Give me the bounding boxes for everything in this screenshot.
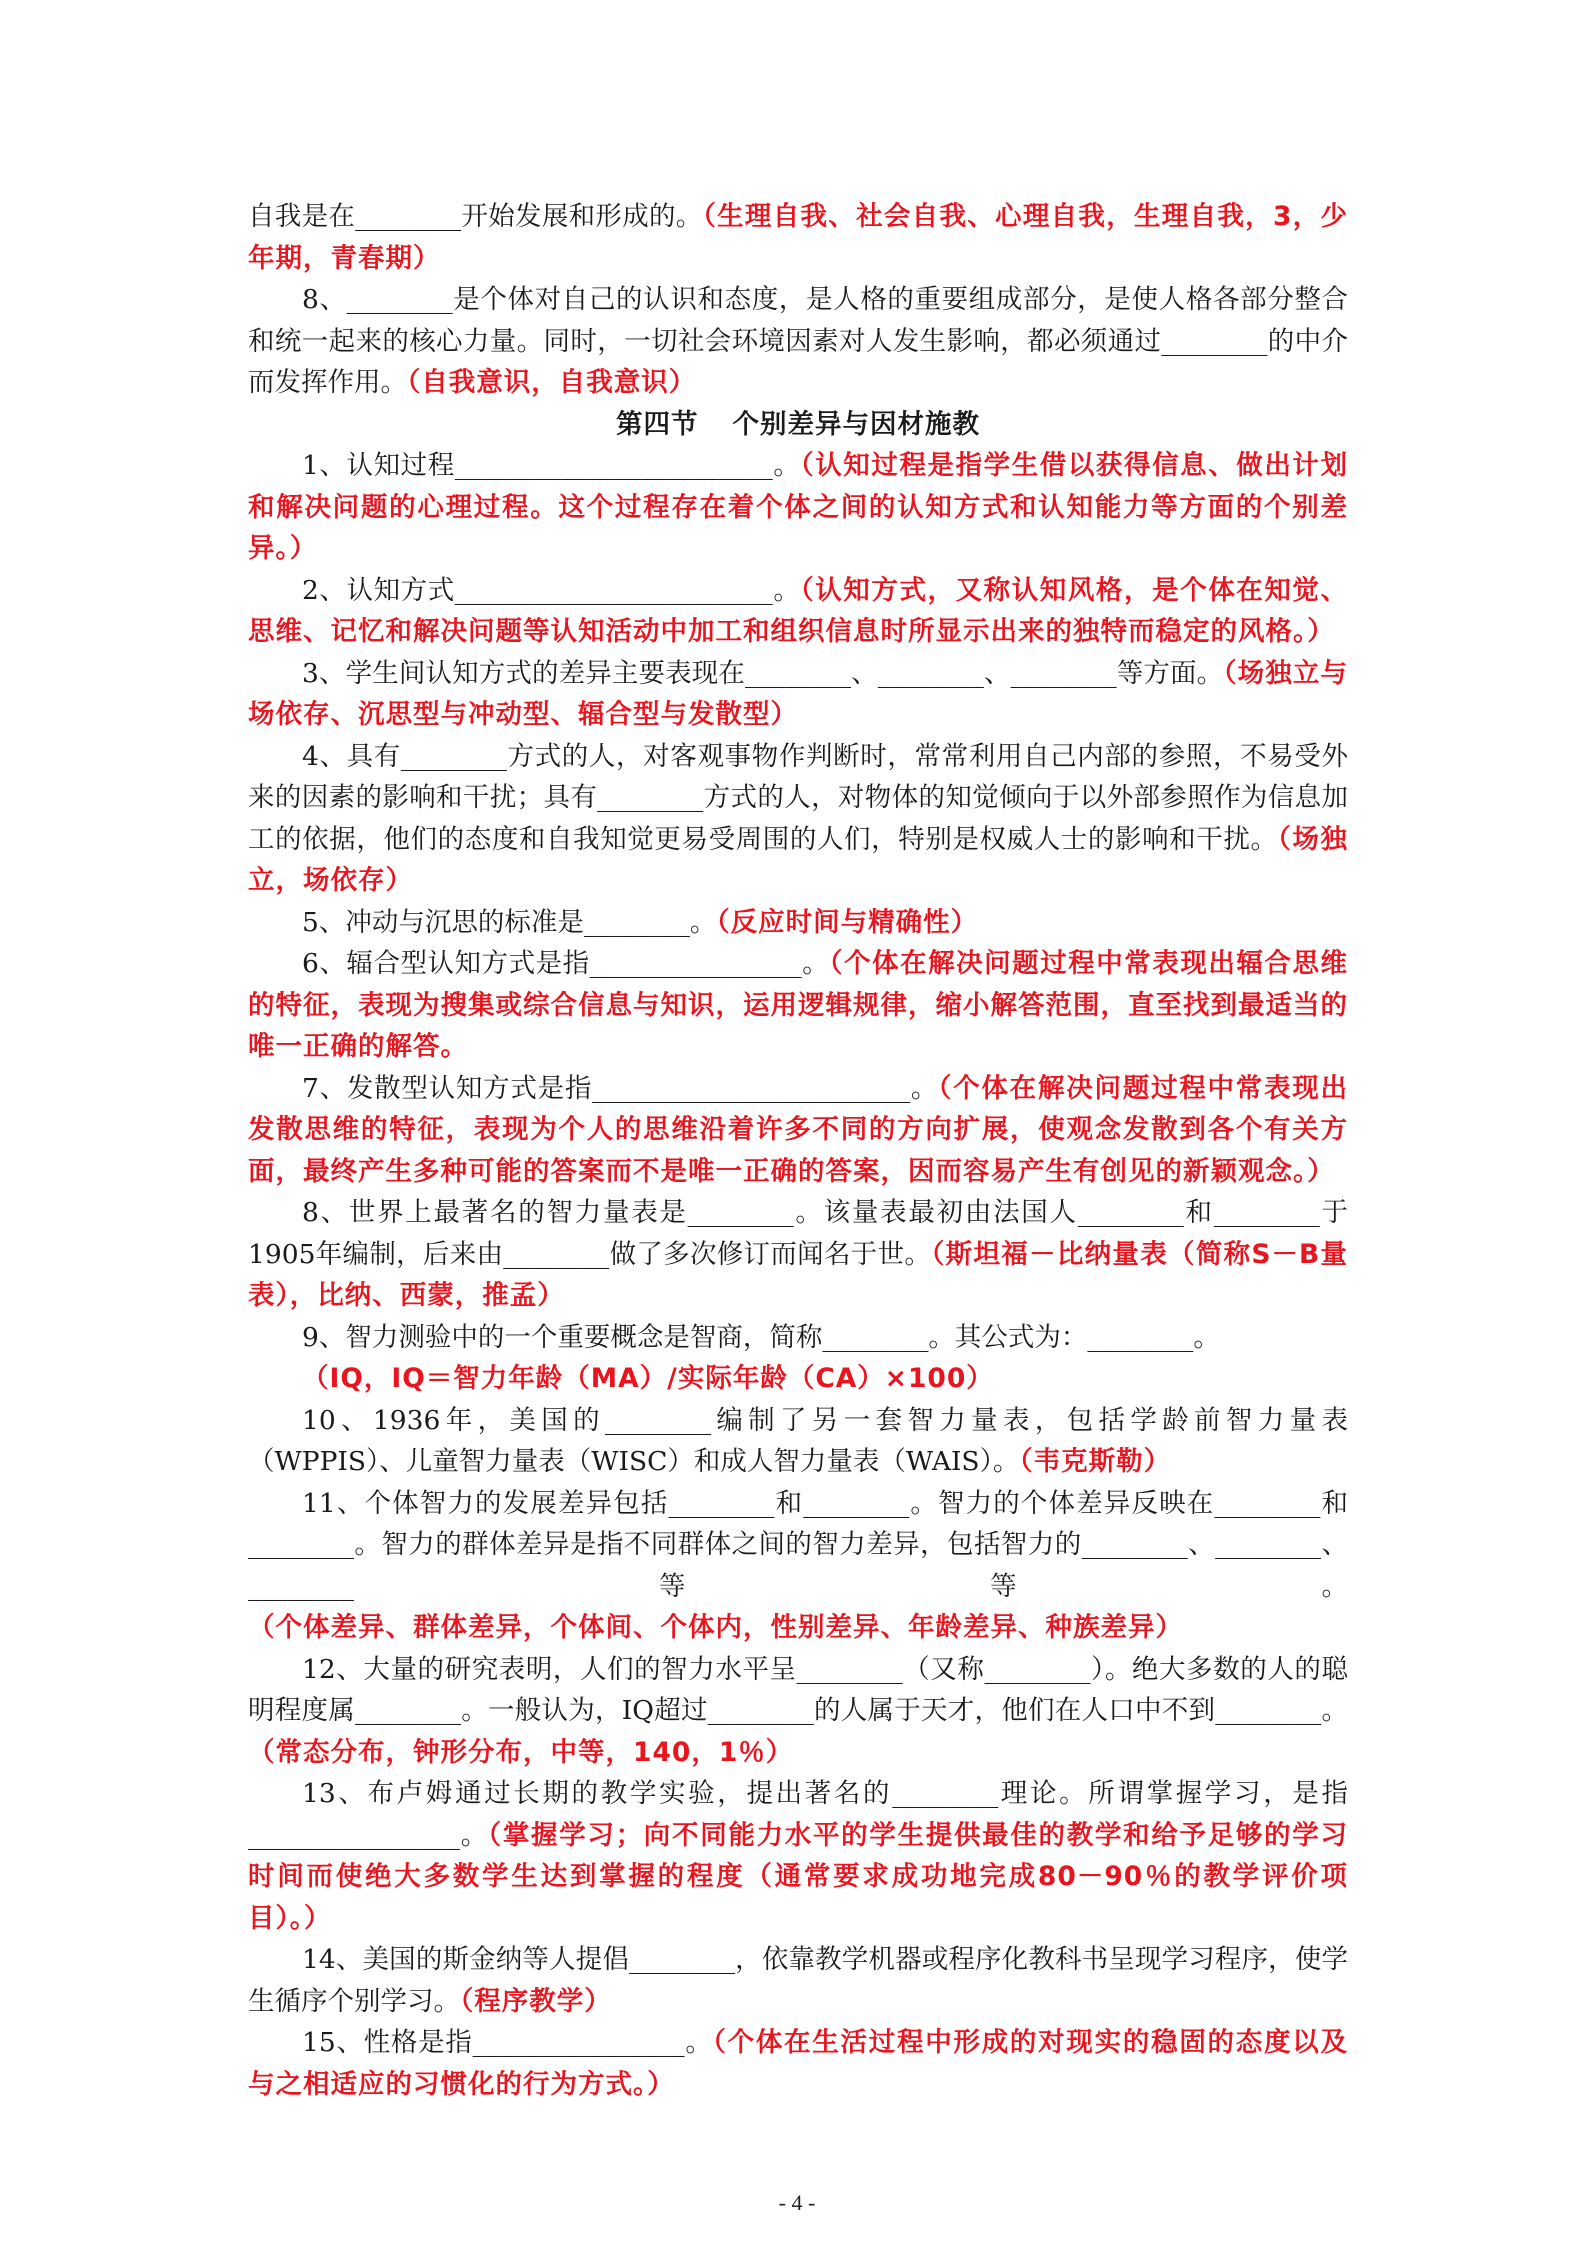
question-item [248, 943, 1348, 1068]
answer-text: （程序教学） [460, 1985, 612, 2017]
question-text: 8、世界上最著名的智力量表是________。该量表最初由法国人________和________于1905年编制，后来由________做了多次修订而闻名于世。 [248, 1197, 1348, 1270]
page-number: - 4 - [778, 2190, 816, 2215]
answer-text: （个体在生活过程中形成的对现实的稳固的态度以及与之相适应的习惯化的行为方式。） [248, 2027, 1348, 2100]
question-item [248, 1192, 1348, 1317]
answer-text: （个体在解决问题过程中常表现出辐合思维的特征，表现为搜集或综合信息与知识，运用逻辑规律，缩小解答范围，直至找到最适当的唯一正确的解答。 [248, 948, 1348, 1062]
question-item [248, 2022, 1348, 2105]
answer-line [248, 1358, 1348, 1400]
question-item [248, 279, 1348, 404]
section-heading [248, 404, 1348, 446]
question-item [248, 653, 1348, 736]
question-text: 12、大量的研究表明，人们的智力水平呈________（又称________）。绝大多数的人的聪明程度属________。一般认为，IQ超过________的人属于天才，他们在人口中不到________。 [248, 1653, 1348, 1726]
question-item [248, 736, 1348, 902]
question-text: 5、冲动与沉思的标准是________。 [302, 906, 717, 938]
page-content [248, 196, 1348, 2105]
question-item [248, 445, 1348, 570]
question-item [248, 902, 1348, 944]
question-item [248, 1317, 1348, 1359]
question-text: 10、1936年，美国的________编制了另一套智力量表，包括学龄前智力量表（WPPIS）、儿童智力量表（WISC）和成人智力量表（WAIS）。 [248, 1404, 1348, 1477]
question-text: 4、具有________方式的人，对客观事物作判断时，常常利用自己内部的参照，不易受外来的因素的影响和干扰；具有________方式的人，对物体的知觉倾向于以外部参照作为信息加工的依据，他们的态度和自我知觉更易受周围的人们，特别是权威人士的影响和干扰。 [248, 740, 1348, 855]
question-item [248, 570, 1348, 653]
question-text: 7、发散型认知方式是指________________________。 [302, 1072, 939, 1104]
question-item [248, 1400, 1348, 1483]
question-item [248, 1068, 1348, 1193]
question-text: 15、性格是指________________。 [302, 2027, 713, 2058]
answer-text: （反应时间与精确性） [716, 906, 979, 938]
question-text: 自我是在________开始发展和形成的。 [248, 201, 703, 232]
question-text: 14、美国的斯金纳等人提倡________，依靠教学机器或程序化教科书呈现学习程序，使学生循序个别学习。 [248, 1944, 1348, 2017]
question-item [248, 1773, 1348, 1939]
answer-text: （常态分布，钟形分布，中等，140，1％） [248, 1736, 794, 1768]
answer-text: （个体差异、群体差异，个体间、个体内，性别差异、年龄差异、种族差异） [248, 1612, 1183, 1643]
answer-text: （IQ，IQ＝智力年龄（MA）/实际年龄（CA）×100） [302, 1363, 994, 1394]
answer-text: （个体在解决问题过程中常表现出发散思维的特征，表现为个人的思维沿着许多不同的方向扩展，使观念发散到各个有关方面，最终产生多种可能的答案而不是唯一正确的答案，因而容易产生有创见的新颖观念。） [248, 1072, 1348, 1187]
answer-text: （认知方式，又称认知风格，是个体在知觉、思维、记忆和解决问题等认知活动中加工和组织信息时所显示出来的独特而稳定的风格。） [248, 574, 1348, 647]
answer-text: （掌握学习；向不同能力水平的学生提供最佳的教学和给予足够的学习时间而使绝大多数学生达到掌握的程度（通常要求成功地完成80－90％的教学评价项目）。） [248, 1819, 1348, 1934]
answer-text: （斯坦福－比纳量表（简称S－B量表），比纳、西蒙，推孟） [248, 1238, 1348, 1311]
question-text: 13、布卢姆通过长期的教学实验，提出著名的________理论。所谓掌握学习，是指________________。 [248, 1778, 1348, 1851]
answer-text: （认知过程是指学生借以获得信息、做出计划和解决问题的心理过程。这个过程存在着个体之间的认知方式和认知能力等方面的个别差异。） [248, 450, 1348, 564]
question-item [248, 1939, 1348, 2022]
answer-text: （生理自我、社会自我、心理自我，生理自我，3，少年期，青春期） [248, 201, 1348, 274]
answer-text: （场独立，场依存） [248, 823, 1348, 896]
section-number: 第四节 [616, 408, 699, 440]
question-text: 8、________是个体对自己的认识和态度，是人格的重要组成部分，是使人格各部分整合和统一起来的核心力量。同时，一切社会环境因素对人发生影响，都必须通过________的中介而发挥作用。 [248, 284, 1348, 398]
question-text: 2、认知方式________________________。 [302, 574, 801, 606]
question-text: 11、个体智力的发展差异包括________和________。智力的个体差异反映在________和________。智力的群体差异是指不同群体之间的智力差异，包括智力的________、________、________等等。 [248, 1487, 1348, 1602]
paragraph [248, 196, 1348, 279]
section-title: 个别差异与因材施教 [732, 408, 980, 440]
question-text: 9、智力测验中的一个重要概念是智商，简称________。其公式为：________。 [302, 1321, 1220, 1353]
answer-text: （场独立与场依存、沉思型与冲动型、辐合型与发散型） [248, 657, 1348, 730]
question-text: 1、认知过程________________________。 [302, 450, 801, 481]
answer-text: （自我意识，自我意识） [407, 367, 697, 398]
question-item [248, 1649, 1348, 1774]
answer-text: （韦克斯勒） [1019, 1446, 1172, 1477]
question-item [248, 1483, 1348, 1649]
question-text: 3、学生间认知方式的差异主要表现在________、________、________等方面。 [302, 657, 1224, 689]
question-text: 6、辐合型认知方式是指________________。 [302, 948, 830, 979]
